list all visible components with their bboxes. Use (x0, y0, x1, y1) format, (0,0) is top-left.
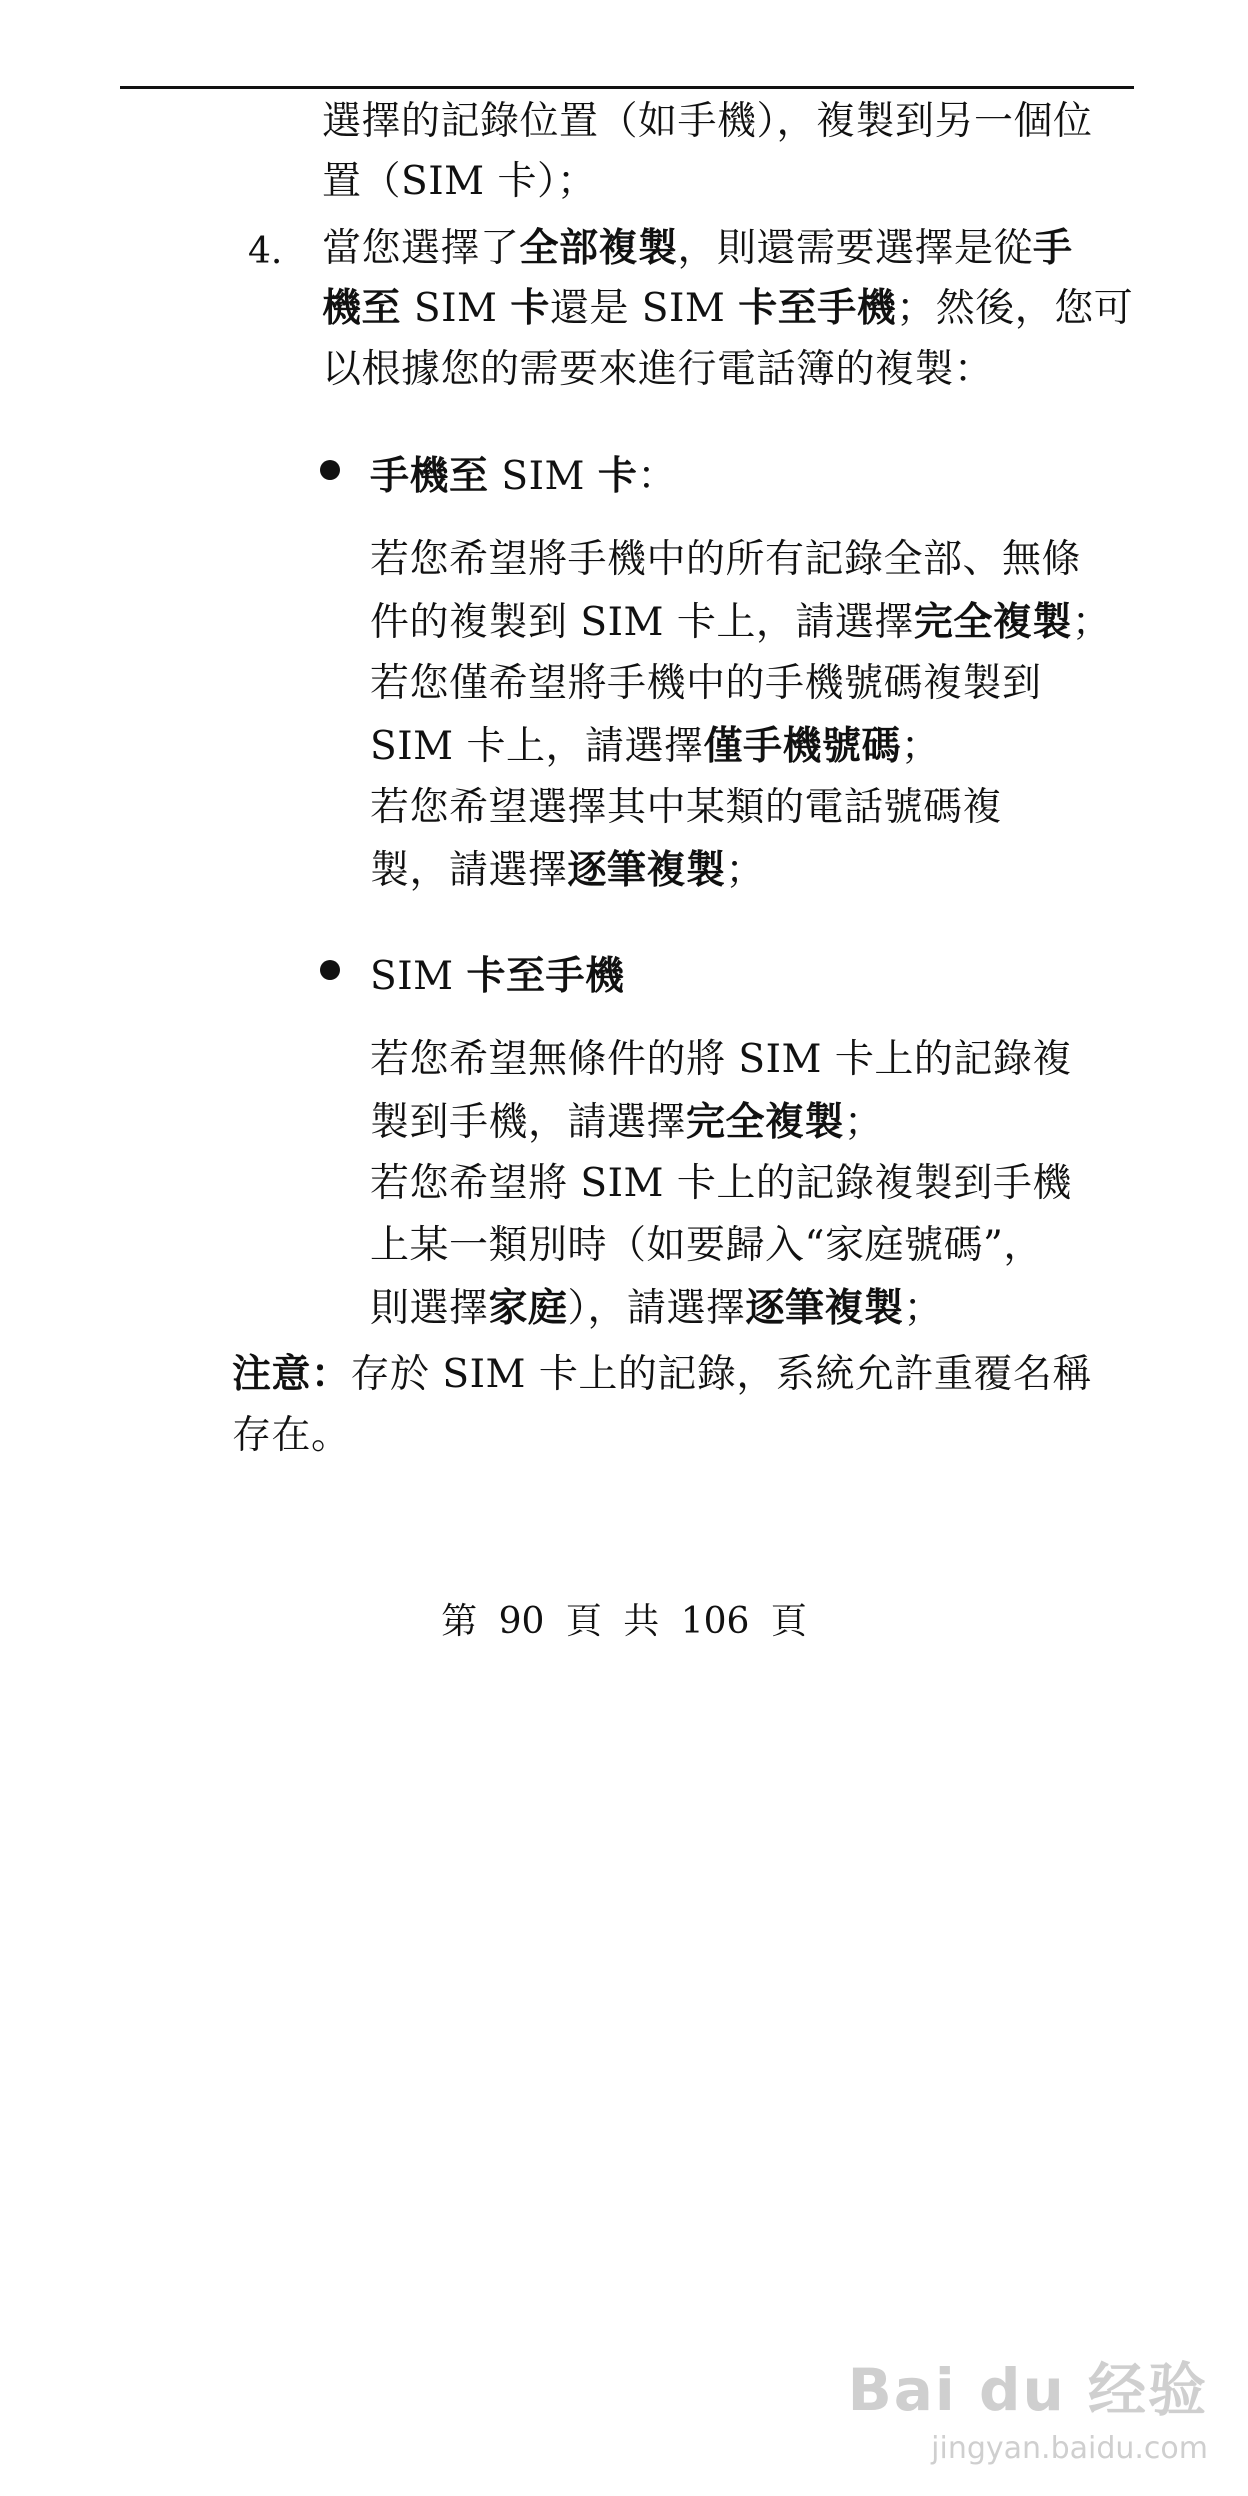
text-line (322, 92, 1093, 152)
text-line (322, 278, 1133, 339)
text-run: ； (1071, 600, 1112, 645)
note-line (232, 1406, 351, 1466)
bold-run: 卡至手機 (466, 953, 625, 999)
text-line (370, 716, 941, 777)
bold-run: 完全複製 (686, 1099, 845, 1145)
text-line (370, 1030, 1072, 1090)
text-run: 若您希望將手機中的所有記錄全部、無條 (370, 537, 1082, 582)
text-line (370, 654, 1042, 714)
text-line (370, 778, 1002, 838)
bold-run: 逐筆複製 (745, 1285, 904, 1331)
note-line (232, 1344, 1092, 1405)
text-run: SIM 卡上，請選擇 (370, 724, 704, 769)
bold-run: 手 (1033, 225, 1073, 271)
text-run: 選擇的記錄位置（如手機），複製到另一個位 (322, 99, 1093, 144)
bold-run: 卡至手機 (738, 285, 897, 331)
text-run: 件的複製到 SIM 卡上，請選擇 (370, 600, 914, 645)
watermark-logo-text: Bai du 经验 (847, 2356, 1208, 2424)
text-run: ； (844, 1100, 884, 1145)
text-line (322, 218, 1073, 279)
text-run: SIM (488, 454, 598, 499)
text-line (370, 1216, 1043, 1276)
text-run: 若您希望無條件的將 SIM 卡上的記錄複 (370, 1037, 1072, 1082)
text-run: 存於 SIM 卡上的記錄，系統允許重覆名稱 (350, 1352, 1092, 1397)
list-item-number: 4. (248, 231, 283, 272)
text-run: 製到手機，請選擇 (370, 1100, 687, 1145)
baidu-watermark (848, 2343, 1208, 2466)
text-run: ；然後，您可 (896, 286, 1134, 331)
text-run: 存在。 (232, 1413, 351, 1458)
bold-run: 僅手機號碼 (703, 723, 901, 769)
text-run: 以根據您的需要來進行電話簿的複製： (322, 347, 994, 392)
text-run: 上某一類別時（如要歸入“家庭號碼”， (370, 1223, 1043, 1268)
text-run: 還是 SIM (549, 286, 739, 331)
text-run: 當您選擇了 (322, 226, 520, 271)
bold-run: 機至 (322, 285, 402, 331)
bullet-icon (320, 960, 340, 980)
header-rule (120, 86, 1134, 89)
text-run: ； (725, 848, 766, 893)
text-line (322, 152, 596, 212)
text-line (370, 530, 1081, 590)
bold-run: 卡 (510, 285, 550, 331)
text-run: ，則還需要選擇是從 (677, 226, 1034, 271)
bold-run: 卡 (597, 453, 638, 499)
bullet-heading (370, 946, 624, 1007)
bullet-heading (370, 446, 677, 507)
text-run: 置（SIM 卡）； (322, 159, 597, 204)
text-run: 製，請選擇 (370, 848, 568, 893)
text-line (370, 1154, 1072, 1214)
text-run: SIM (370, 954, 467, 999)
bold-run: 家庭 (488, 1285, 568, 1331)
text-run: SIM (401, 286, 511, 331)
text-run: 若您希望選擇其中某類的電話號碼複 (370, 785, 1003, 830)
text-run: 若您僅希望將手機中的手機號碼複製到 (370, 661, 1042, 706)
text-run: ； (900, 724, 941, 769)
bold-run: 完全複製 (913, 599, 1072, 645)
bold-run: 逐筆複製 (567, 847, 726, 893)
text-run: ： (637, 454, 677, 499)
text-line (322, 340, 994, 400)
text-line (370, 1278, 943, 1339)
text-line (370, 1092, 884, 1153)
watermark-url: jingyan.baidu.com (931, 2431, 1208, 2466)
bold-run: 注意： (232, 1351, 351, 1397)
text-run: 若您希望將 SIM 卡上的記錄複製到手機 (370, 1161, 1072, 1206)
text-line (370, 840, 765, 901)
text-run: 則選擇 (370, 1286, 489, 1331)
bold-run: 手機至 (370, 453, 489, 499)
text-line (370, 592, 1111, 653)
text-run: ； (903, 1286, 944, 1331)
page-footer: 第 90 頁 共 106 頁 (441, 1601, 807, 1642)
bold-run: 全部複製 (519, 225, 678, 271)
bullet-icon (320, 460, 340, 480)
text-run: ），請選擇 (567, 1286, 746, 1331)
